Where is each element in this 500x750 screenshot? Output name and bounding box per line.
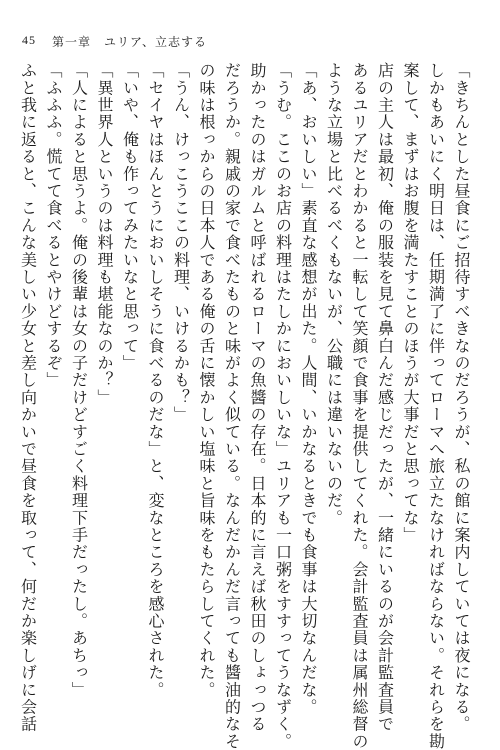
text-line: ふと我に返ると、こんな美しい少女と差し向かいで昼食を取って、何だか楽しげに会話 (18, 62, 38, 733)
text-line: あるユリアだとわかると一転して笑顔で食事を提供してくれた。会計監査員は属州総督の (350, 62, 369, 750)
text-line: 案して、まずはお腹を満たすことのほうが大事だと思ってな」 (401, 62, 420, 544)
text-line: 「あ、おいしい」素直な感想が出た。人間、いかなるときでも食事は大切なんだな。 (299, 62, 318, 716)
text-line: 「異世界人というのは料理も堪能なのか？」 (95, 62, 114, 406)
text-line: 「うむ。ここのお店の料理はたしかにおいしいな」ユリアも一口粥をすすってうなずく。 (273, 62, 293, 750)
page-number: 45 (22, 33, 36, 47)
text-line: 「人によると思うよ。俺の後輩は女の子だけどすごく料理下手だったし。あちっ」 (69, 62, 89, 699)
text-line: ような立場と比べるべくもないが、公職には違いないのだ。 (324, 62, 344, 527)
running-title: 第一章 ユリア、立志する (52, 35, 208, 49)
text-line: 「ふふふ。慌てて食べるとやけどするぞ」 (44, 62, 63, 389)
text-line: 「いや、俺も作ってみたいなと思って」 (120, 62, 140, 372)
text-line: の味は根っからの日本人である俺の舌に懐かしい塩味と旨味をもたらしてくれた。 (197, 62, 216, 699)
vertical-body-text (15, 62, 474, 750)
text-line: だろうか。親戚の家で食べたものと味がよく似ている。なんだかんだ言っても醬油的なそ (222, 62, 242, 750)
text-line: 「セイヤはほんとうにおいしそうに食べるのだな」と、変なところを感心された。 (146, 62, 165, 699)
text-line: 助かったのはガルムと呼ばれるローマの魚醬の存在。日本的に言えば秋田のしょっつる (248, 62, 267, 733)
text-line: しかもあいにく明日は、任期満了に伴ってローマへ旅立たなければならない。それらを勘 (426, 62, 446, 750)
text-line: 店の主人は最初、俺の服装を見て鼻白んだ感じだったが、一緒にいるのが会計監査員で (375, 62, 395, 733)
text-line: 「うん、けっこうここの料理、いけるかも？」 (171, 62, 191, 424)
page-header (22, 33, 207, 50)
text-line: 「きちんとした昼食にご招待すべきなのだろうが、私の館に案内していては夜になる。 (452, 62, 471, 733)
